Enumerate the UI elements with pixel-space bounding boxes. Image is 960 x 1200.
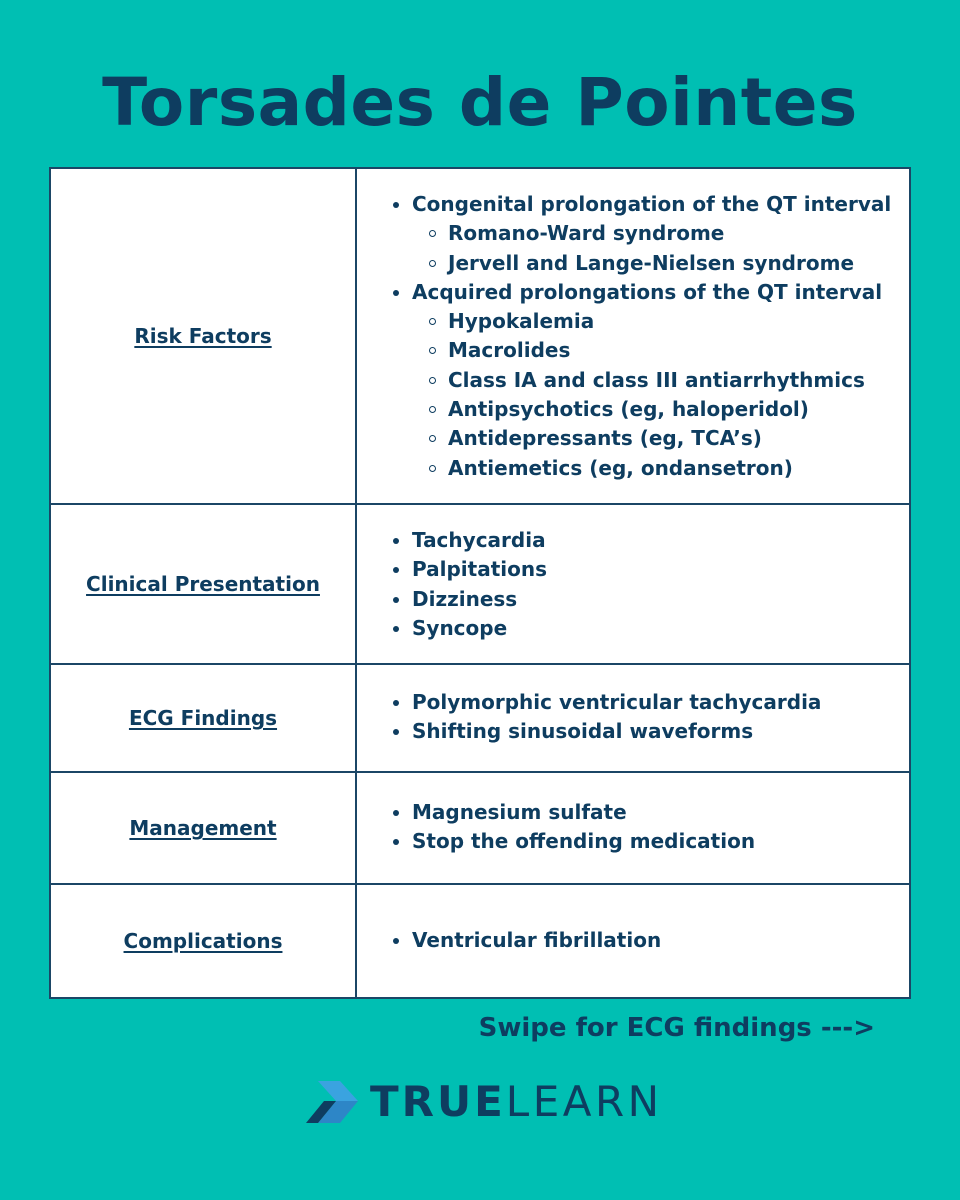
truelearn-logo-icon [306,1081,358,1123]
bullet-list [357,526,909,643]
row-label-cell [50,504,356,664]
list-item: Macrolides [448,336,909,365]
row-items-cell [356,772,910,884]
truelearn-logo [306,1077,663,1126]
list-item: Hypokalemia [448,307,909,336]
table-row-management [50,772,910,884]
logo-wordmark [370,1077,663,1126]
row-items-cell [356,504,910,664]
row-label-ecg-findings: ECG Findings [128,706,278,730]
logo-text-learn: LEARN [505,1077,663,1126]
table-row-ecg-findings [50,664,910,772]
row-items-cell [356,884,910,998]
swipe-hint: Swipe for ECG findings ---> [478,1013,875,1043]
bullet-list [357,798,909,857]
list-item: Polymorphic ventricular tachycardia [412,688,909,717]
bullet-list [357,688,909,747]
list-item: Magnesium sulfate [412,798,909,827]
list-item: Class IA and class III antiarrhythmics [448,366,909,395]
row-label-cell [50,664,356,772]
table-row-risk-factors [50,168,910,504]
bullet-list [357,926,909,955]
row-label-risk-factors: Risk Factors [134,324,272,348]
table-row-complications [50,884,910,998]
list-item: Dizziness [412,585,909,614]
row-label-cell [50,884,356,998]
list-item: Shifting sinusoidal waveforms [412,717,909,746]
row-label-cell [50,772,356,884]
row-label-complications: Complications [123,929,283,953]
list-item: Antiemetics (eg, ondansetron) [448,454,909,483]
row-label-cell [50,168,356,504]
list-item: Palpitations [412,555,909,584]
page-title: Torsades de Pointes [102,64,858,141]
list-item: Antipsychotics (eg, haloperidol) [448,395,909,424]
list-item: Antidepressants (eg, TCA’s) [448,424,909,453]
list-item: Tachycardia [412,526,909,555]
row-items-cell [356,664,910,772]
list-item: Syncope [412,614,909,643]
row-label-clinical-presentation: Clinical Presentation [86,572,320,596]
logo-text-true: TRUE [370,1077,506,1126]
info-table [49,167,911,999]
row-items-cell [356,168,910,504]
bullet-list [357,190,909,483]
list-item: Stop the offending medication [412,827,909,856]
row-label-management: Management [129,816,277,840]
list-item: Romano-Ward syndrome [448,219,909,248]
list-item: Ventricular fibrillation [412,926,909,955]
list-item: Congenital prolongation of the QT interval [412,190,909,219]
list-item: Acquired prolongations of the QT interval [412,278,909,307]
list-item: Jervell and Lange-Nielsen syndrome [448,249,909,278]
table-row-clinical-presentation [50,504,910,664]
